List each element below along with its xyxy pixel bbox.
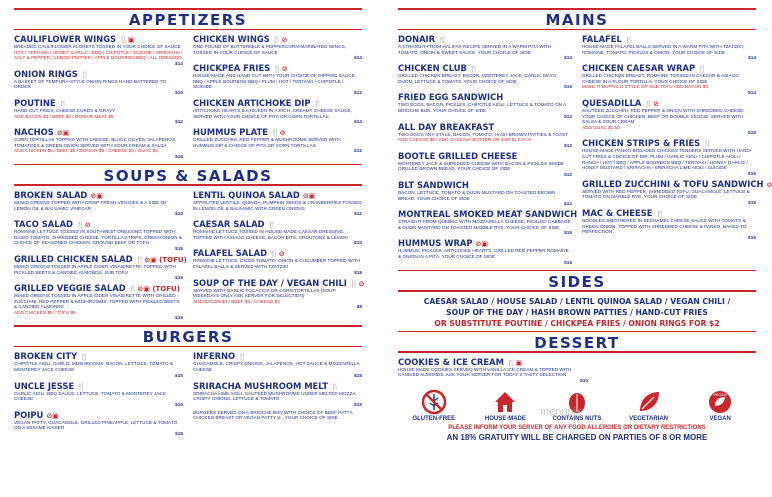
menu-item <box>193 381 362 407</box>
menu-item <box>193 248 362 274</box>
menu-item <box>398 238 572 264</box>
menu-item <box>582 208 756 240</box>
item-name <box>14 190 183 200</box>
diet-tag-icons: 🍴⊘ <box>270 250 285 259</box>
item-price: $15 <box>564 230 572 236</box>
house-icon <box>492 389 518 415</box>
menu-item <box>398 357 588 383</box>
diet-tag-icons: 🍴 <box>58 99 68 108</box>
item-price: $15 <box>354 372 362 378</box>
item-name <box>14 381 183 391</box>
item-name-text: CHICKEN CAESAR WRAP <box>582 63 696 74</box>
item-name-text: ALL DAY BREAKFAST <box>398 121 495 132</box>
legend-label: CONTAINS NUTS <box>552 415 602 422</box>
item-description: GRILLED ZUCCHINI, RED PEPPER & MUSHROOMS SERVED WITH HUMMUS DIP & CHOICE OF PITA OR CORN TORTILLAS <box>193 137 341 148</box>
item-description: MIXED GREENS TOPPED WITH CRISP FRESH VEGGIES & A SIDE OF LEMON OIL & BALSAMIC VINEGAR <box>14 199 168 211</box>
burgers-grid <box>14 351 362 439</box>
menu-item <box>398 92 572 118</box>
item-name <box>193 98 362 108</box>
legend-label: VEGAN <box>709 415 731 422</box>
item-name-text: QUESADILLA <box>582 97 642 108</box>
item-description: A BASKET OF TEMPURA-STYLE ONION RINGS HAND-BATTERED TO ORDER <box>14 78 167 90</box>
item-description: MIXED GREENS TOSSED IN APPLE CIDER VINAIGRETTE WITH GRILLED ZUCCHINI, RED PEPPER & MUSHROOMS, TOPPED WITH PICKLED BEETS & CANDIED ALMONDS <box>14 293 180 310</box>
item-price: $14 <box>175 60 183 66</box>
item-description: BURGERS SERVED ON A BRIOCHE BUN WITH CHOICE OF BEEF PATTY, CHICKEN BREAST OR VEGAN PATTY ⊘ , YOUR CHOICE OF SIDE. <box>193 409 354 421</box>
menu-item <box>193 410 362 421</box>
item-description: HOUSE-MADE AND HAND-CUT WITH YOUR CHOICE OF DIPPING SAUCE: BBQ / APPLE BOURBON BBQ / PLUM / HOT / TERIYAKI / CHIPOTLE / SUICIDE <box>193 73 357 90</box>
sides-header <box>398 270 756 292</box>
mains-col-1 <box>398 34 578 268</box>
item-price: $15 <box>354 401 362 407</box>
burgers-header <box>14 325 362 347</box>
menu-item <box>14 98 183 124</box>
item-description: BACON, LETTUCE, TOMATO & DIJON MUSTARD ON TOASTED BROWN BREAD. YOUR CHOICE OF SIDE <box>398 189 556 201</box>
item-name-text: BOOTLE GRILLED CHEESE <box>398 150 518 161</box>
item-price: $12 <box>564 113 572 119</box>
item-name-text: CAULIFLOWER WINGS <box>14 34 117 44</box>
menu-item <box>14 253 187 281</box>
menu-item <box>398 63 572 89</box>
item-name <box>193 351 362 361</box>
item-description: SERVED WITH RED PEPPER, SHREDDED TOFU, GUACAMOLE, LETTUCE & TOMATO ON MARBLE RYE. YOUR CHOICE OF SIDE <box>582 188 750 200</box>
menu-item <box>193 190 362 216</box>
item-description: BREADED CAULIFLOWER FLORETS TOSSED IN YOUR CHOICE OF SAUCE <box>14 44 181 49</box>
item-price: $12 <box>564 142 572 148</box>
item-description: SAUTEED ZUCCHINI, RED PEPPER & ONION WITH SHREDDED CHEESE. YOUR CHOICE OF CHICKEN, BEEF OR DOUBLE VEGGIE, SERVED WITH SALSA & SOUR CREAM <box>582 107 745 125</box>
left-column <box>14 6 365 439</box>
item-price: $10 <box>354 240 362 246</box>
menu-item <box>398 34 572 60</box>
item-name-text: FRIED EGG SANDWICH <box>398 92 504 103</box>
item-price: $14 <box>354 119 362 125</box>
sides-line: SOUP OF THE DAY / HASH BROWN PATTIES / HAND-CUT FRIES <box>446 307 708 317</box>
diet-tag-icons: 🍴⊘ <box>270 129 286 138</box>
appetizers-col-1 <box>14 34 183 162</box>
item-name <box>398 357 588 367</box>
item-description: ROMAINE LETTUCE, DICED TOMATO, ONION & CUCUMBER TOPPED WITH FALAFEL BALLS & SERVED WITH TZATZIKI <box>193 258 360 269</box>
legend-item <box>690 389 750 422</box>
burgers-col-1 <box>14 351 183 439</box>
diet-tag-icons: 🍴 <box>77 382 86 391</box>
sides-title: SIDES <box>548 272 606 291</box>
diet-tag-icons: 🍴⊘▣ (TOFU) <box>135 255 187 264</box>
diet-tag-icons: ⊘▣ <box>90 191 103 200</box>
item-name <box>398 151 572 161</box>
item-price: $15 <box>175 275 183 281</box>
menu-item <box>193 127 362 153</box>
soups-col-1 <box>14 189 187 324</box>
diet-tag-icons: 🍴▣ <box>506 358 523 367</box>
diet-tag-icons: 🍴 <box>703 140 712 149</box>
soups-col-2 <box>193 189 365 324</box>
menu-item <box>193 98 362 124</box>
right-column <box>398 6 772 442</box>
item-addons: HOT / TERIYAKI / HONEY GARLIC / BBQ / CHIPOTLE / SUICIDE / SRIRACHA / SALT & PEPPER / LEMON PEPPER / APPLE BOURBON BBQ / ALL DRESSED <box>14 49 183 61</box>
item-name-text: CAESAR SALAD <box>193 219 265 230</box>
item-name <box>582 138 756 148</box>
item-addons: ADD CAESAR $6 / ADD CASSAVA BUTTER OR JAM $1 EACH <box>398 137 531 143</box>
menu-item <box>398 151 572 177</box>
soups-title: SOUPS & SALADS <box>103 166 273 185</box>
item-price: $15 <box>175 431 183 437</box>
item-description: ONE POUND OF BUTTERMILK & PEPPERCORN-MARINATED WINGS, TOSSED IN YOUR CHOICE OF SAUCE <box>193 44 347 55</box>
item-name <box>582 178 772 189</box>
mains-col-2 <box>582 34 772 268</box>
item-name-text: BLT SANDWICH <box>398 179 469 190</box>
item-price: $15 <box>175 372 183 378</box>
mains-header <box>398 8 756 30</box>
item-description: SPROUTED LENTILS, QUINOA, PUMPKIN SEEDS & CRANBERRIES TOSSED IN LEMON OIL & BALSAMIC WITH GREEN ONIONS <box>193 199 362 211</box>
item-name <box>582 208 756 218</box>
item-price: $15 <box>748 199 756 205</box>
item-name <box>398 63 572 73</box>
burgers-title: BURGERS <box>142 328 234 347</box>
item-price: $16 <box>175 153 183 159</box>
menu-item <box>398 180 572 206</box>
item-price: $15 <box>564 84 572 90</box>
menu-item <box>14 69 183 95</box>
appetizers-header <box>14 8 362 30</box>
item-price: $15 <box>748 170 756 176</box>
item-name-text: CHICKEN ARTICHOKE DIP <box>193 97 311 108</box>
item-addons: ADD CHICKEN $5 / TOFU $5 <box>14 309 76 315</box>
item-name-text: INFERNO <box>193 351 236 362</box>
item-name-text: BROKEN CITY <box>14 351 78 362</box>
legend-item <box>619 389 679 422</box>
item-price: $15 <box>564 259 572 265</box>
vegan-icon <box>707 389 733 415</box>
item-price: $14 <box>354 55 362 61</box>
diet-tag-icons: 🍴 <box>438 36 447 44</box>
menu-item <box>14 351 183 377</box>
item-name <box>14 410 183 420</box>
item-description: VEGAN PATTY, GUACAMOLE, GRILLED PINEAPPLE, LETTUCE & TOMATO ON A SESAME KAISER <box>14 419 178 431</box>
item-name <box>582 98 756 108</box>
item-price: $10 <box>175 211 183 217</box>
appetizers-grid <box>14 34 362 162</box>
item-price: $15 <box>748 234 756 240</box>
diet-tag-icons: ⊘ <box>766 180 772 189</box>
item-price: $15 <box>354 269 362 275</box>
item-price: $14 <box>748 89 756 95</box>
legend-label: VEGETARIAN <box>629 415 669 422</box>
item-description: HUMMUS, PICKLES, ARTICHOKE HEARTS, GRILLED RED PEPPER ROMAINE & ONION IN A PITA. YOUR CHOICE OF SIDE <box>398 248 569 259</box>
item-price: $12 <box>354 211 362 217</box>
item-name-text: HUMMUS WRAP <box>398 238 473 249</box>
menu-item <box>14 34 183 66</box>
item-description: STRAIGHT FROM QUEBEC WITH MOZZARELLA CHEESE, PICKLED CABBAGE & DIJON MUSTARD ON TOASTED MARBLE RYE. YOUR CHOICE OF SIDE <box>398 219 571 230</box>
item-price: $8 <box>356 304 362 310</box>
item-description: HOUSE MADE COOKIES SERVED WITH VANILLA ICE CREAM & TOPPED WITH CANDIED ALMONDS. ASK YOUR SERVER FOR TODAY'S TASTY SELECTION <box>398 366 572 378</box>
svg-text:VEGAN: VEGAN <box>713 391 728 397</box>
item-price: $12 <box>564 171 572 177</box>
menu-item <box>14 381 183 407</box>
item-name <box>193 248 362 258</box>
item-name <box>398 209 578 220</box>
item-description: CHIPOTLE AIOLI, GARLIC MUSHROOMS, BACON, LETTUCE, TOMATO & MONTEREY JACK CHEESE <box>14 361 174 373</box>
diet-tag-icons: 🍴⊘ <box>349 279 365 288</box>
item-name-text: GRILLED ZUCCHINI & TOFU SANDWICH <box>582 178 764 189</box>
item-name-text: POIPU <box>14 409 44 420</box>
diet-tag-icons: 🍴 <box>655 209 665 218</box>
item-name <box>14 69 183 79</box>
item-name-text: SOUP OF THE DAY / VEGAN CHILI <box>193 277 347 288</box>
item-description: TWO EGGS, BACON, PICKLES, CHIPOTLE AIOLI, LETTUCE & TOMATO ON A BRIOCHE BUN. YOUR CHOICE OF SIDE <box>398 102 566 113</box>
item-description: SERVED WITH GARLIC FOCACCIA OR CORN TORTILLAS (SOUP WEEKDAYS ONLY ASK SERVER FOR SELECTION) <box>193 287 336 299</box>
item-name <box>14 34 183 44</box>
item-name <box>193 277 365 288</box>
diet-tag-icons: ⊘▣ <box>475 240 489 249</box>
dessert-title: DESSERT <box>534 333 620 352</box>
item-description: GARLIC AIOLI, BBQ SAUCE, LETTUCE, TOMATO & MONTEREY JACK CHEESE <box>14 390 166 402</box>
item-name <box>398 180 572 190</box>
item-name-text: NACHOS <box>14 127 54 138</box>
item-description: GRILLED CHICKEN BREAST, BACON, MONTEREY JACK, GARLIC MAYO, DIJON, LETTUCE & TOMATO. YOUR CHOICE OF SIDE <box>398 73 558 84</box>
watermark: menupix <box>540 406 582 418</box>
menu-item <box>398 209 578 236</box>
item-name-text: MONTREAL SMOKED MEAT SANDWICH <box>398 209 578 220</box>
item-price: $10 <box>580 377 588 383</box>
diet-tag-icons: 🍴 <box>624 36 634 44</box>
legend-label: GLUTEN-FREE <box>412 415 456 422</box>
item-description: HOUSE-MADE FALAFEL BALLS SERVED IN A WARM PITA WITH TZATZIKI, ROMAINE, TOMATO, PICKLES & ONION. YOUR CHOICE OF SIDE <box>582 44 745 55</box>
item-name <box>193 381 362 391</box>
item-addons: ADD GUAC $1.50 <box>582 124 620 130</box>
item-name-text: SRIRACHA MUSHROOM MELT <box>193 380 328 391</box>
dessert-header <box>398 331 756 353</box>
item-name-text: CHICKEN STRIPS & FRIES <box>582 138 701 149</box>
item-name-text: BROKEN SALAD <box>14 189 88 200</box>
item-name <box>398 238 572 248</box>
item-description: ROMAINE LETTUCE TOSSED IN SOUTHWEST DRESSING TOPPED WITH DICED TOMATO, SHREDDED CHEESE, TORTILLA STRIPS, GREEN ONION & CHOICE OF SEASONED CHICKEN, GROUND BEEF OR TOFU <box>14 229 182 246</box>
item-name <box>398 92 572 102</box>
item-name <box>14 283 183 293</box>
item-name-text: FALAFEL SALAD <box>193 248 268 259</box>
item-price: $12 <box>175 119 183 125</box>
item-name <box>193 34 362 44</box>
diet-tag-icons: 🍴 <box>80 70 90 79</box>
item-description: A STRAIGHT-FROM-HALIFAX RECIPE SERVED IN A WARM PITA WITH TOMATO, ONION & SWEET SAUCE. YOUR CHOICE OF SIDE <box>398 44 552 55</box>
appetizers-title: APPETIZERS <box>128 11 248 29</box>
menu-item <box>193 34 362 60</box>
leaf-icon <box>636 389 662 415</box>
menu-item <box>398 122 572 148</box>
item-name-text: GRILLED CHICKEN SALAD <box>14 253 133 264</box>
diet-tag-icons: 🍴 <box>80 353 89 362</box>
item-description: CORN TORTILLAS TOPPED WITH CHEESE, BLACK OLIVES, JALAPENOS, TOMATOES & GREEN ONION SERVED WITH SOUR CREAM & SALSA <box>14 137 177 148</box>
item-description: HAND-CUT FRIES, CHEESE CURDS & GRAVY <box>14 107 116 113</box>
item-name <box>398 34 572 44</box>
diet-tag-icons: 🍴 <box>238 353 247 362</box>
menu-item <box>582 98 756 135</box>
item-name <box>14 98 183 108</box>
diet-tag-icons: ⊘▣ <box>302 191 316 200</box>
diet-tag-icons: 🍴 <box>698 65 707 74</box>
menu-item <box>193 351 362 377</box>
item-name <box>193 190 362 200</box>
diet-tag-icons: 🍴 <box>313 99 323 108</box>
item-description: HOUSE-MADE PANKO-BREADED CHICKEN TENDERS SERVED WITH HAND-CUT FRIES & CHOICE OF DIP: PLUM / GARLIC AIOLI / CHIPOTLE AIOLI / RANCH / HOT / BBQ / APPLE BOURBON BBQ / TERIYAKI / HONEY GARLIC / HONEY MUSTARD / SRIRACHA / SRIRACHA LIME AIOLI / SUICIDE <box>582 148 752 171</box>
menu-item <box>14 283 183 320</box>
item-name-text: GRILLED VEGGIE SALAD <box>14 283 126 294</box>
item-price: $15 <box>175 245 183 251</box>
item-price: $10 <box>175 89 183 95</box>
item-name <box>14 253 187 264</box>
item-price: $14 <box>748 55 756 61</box>
item-description: MIXED GREENS TOSSED IN APPLE CIDER VINAIGRETTE, TOPPED WITH PICKLED BEETS & CANDIED ALMONDS, SUB TOFU <box>14 263 176 275</box>
item-name <box>193 219 362 229</box>
gratuity-notice: AN 18% GRATUITY WILL BE CHARGED ON PARTIES OF 8 OR MORE <box>446 432 708 442</box>
item-price: $12 <box>564 201 572 207</box>
diet-tag-icons: 🍴⊘ <box>644 99 659 108</box>
menu-item <box>582 34 756 60</box>
item-description: GRILLED CHICKEN BREAST, ROMAINE TOSSED IN CAESAR & ASIAGO CHEESE IN A FLOUR TORTILLA. YOUR CHOICE OF SIDE <box>582 73 739 84</box>
diet-tag-icons: ⊘▣ <box>56 129 70 138</box>
item-name <box>582 34 756 44</box>
diet-tag-icons: ⊘▣ <box>46 411 59 420</box>
menu-item <box>582 63 756 95</box>
item-description: GUACAMOLE, CRISPY ONIONS, JALAPENOS, HOT SAUCE & MOZZARELLA CHEESE <box>193 361 360 373</box>
diet-tag-icons: 🍴 <box>267 221 277 230</box>
diet-tag-icons: 🍴⊘ <box>273 65 288 74</box>
sides-line: CAESAR SALAD / HOUSE SALAD / LENTIL QUINOA SALAD / VEGAN CHILI / <box>423 296 731 306</box>
item-addons: ADD CHICKEN $5 / BEEF $5 / DONAIR $5 / CHEESE $3 / GUAC $3 <box>14 148 158 154</box>
allergy-notice: PLEASE INFORM YOUR SERVER OF ANY FOOD ALLERGIES OR DIETARY RESTRICTIONS <box>448 424 706 431</box>
item-price: $15 <box>748 130 756 136</box>
menu-item <box>582 138 756 175</box>
item-description: SRIRACHA LIME AIOLI, SAUTEED MUSHROOMS UNDER MELTED MOZZA, CRISPY ONIONS, LETTUCE & TOMATO <box>193 390 357 402</box>
legend-label: HOUSE-MADE <box>484 415 526 422</box>
menu-item <box>14 190 183 216</box>
item-name <box>582 63 756 73</box>
item-name <box>398 122 572 132</box>
item-price: $14 <box>564 55 572 61</box>
item-name-text: LENTIL QUINOA SALAD <box>193 189 300 200</box>
menu-item <box>193 63 362 95</box>
menu-item <box>193 277 365 310</box>
sides-line: OR SUBSTITUTE POUTINE / CHICKPEA FRIES / ONION RINGS FOR $2 <box>434 318 720 328</box>
item-name-text: ONION RINGS <box>14 68 78 79</box>
item-price: $15 <box>175 401 183 407</box>
item-name <box>14 127 183 137</box>
mains-grid <box>398 34 772 268</box>
gluten-free-icon <box>421 389 447 415</box>
item-description: ROMAINE LETTUCE TOSSED IN HOUSE-MADE CAESAR DRESSING, TOPPED WITH ASIAGO CHEESE, BACON BITS, CROUTONS & LEMON <box>193 229 348 240</box>
diet-tag-icons: 🍴⊘▣ (TOFU) <box>128 285 180 294</box>
item-name-text: DONAIR <box>398 34 436 44</box>
item-name <box>193 127 362 137</box>
item-name-text: COOKIES & ICE CREAM <box>398 356 504 367</box>
diet-tag-icons: 🍴 <box>469 65 479 74</box>
mains-title: MAINS <box>545 11 609 29</box>
diet-tag-icons: 🍴▣ <box>119 36 135 44</box>
item-price: $12 <box>354 148 362 154</box>
item-description: MONTEREY JACK & SHREDDED CHEESE WITH BACON & PICKLES INSIDE GRILLED BROWN BREAD. YOUR CHOICE OF SIDE <box>398 160 565 172</box>
item-name <box>14 351 183 361</box>
diet-tag-icons: 🍴 <box>330 382 340 391</box>
menu-item <box>14 410 183 436</box>
item-name-text: CHICKEN WINGS <box>193 34 270 44</box>
sides-list <box>398 296 756 329</box>
diet-tag-icons: 🍴⊘ <box>272 36 288 44</box>
item-name <box>14 219 183 229</box>
menu-item <box>14 219 183 251</box>
diet-tag-icons: 🍴⊘ <box>76 221 91 230</box>
item-name-text: CHICKEN CLUB <box>398 63 467 74</box>
soups-grid <box>14 189 365 324</box>
item-addons: ADD BACON $3 / BEEF $3 / DONAIR MEAT $5 <box>14 113 114 119</box>
item-addons: MAKE IT BUFFALO STYLE OR SUB TOFU ADD BACON $3 <box>582 84 709 90</box>
item-price: $12 <box>354 89 362 95</box>
item-name-text: HUMMUS PLATE <box>193 127 268 138</box>
legend-item <box>404 389 464 422</box>
item-description: NOODLES SMOTHERED IN BECHAMEL CHEESE SAUCE WITH TOMATO & GREEN ONION, TOPPED WITH SHREDDED CHEESE & PANKO, BAKED TO PERFECTION <box>582 217 747 235</box>
soups-header <box>14 164 362 186</box>
menu-item <box>582 178 772 205</box>
item-name-text: POUTINE <box>14 97 56 108</box>
dessert-list <box>398 357 588 383</box>
menu-item <box>193 219 362 245</box>
item-description: TWO EGGS ANY STYLE, BACON, TOMATO, HASH BROWN PATTIES & TOAST <box>398 131 569 137</box>
item-name-text: UNCLE JESSE <box>14 380 75 391</box>
appetizers-col-2 <box>193 34 362 162</box>
burgers-col-2 <box>193 351 362 439</box>
item-description: ARTICHOKE HEARTS & CHICKEN IN A RICH, CREAMY CHEESE SAUCE, SERVED WITH YOUR CHOICE OF PITA OR CORN TORTILLAS <box>193 107 352 119</box>
item-addons: ADD BACON $3 / BEEF $3 / CHEESE $3 <box>193 298 280 304</box>
item-name-text: FALAFEL <box>582 34 622 44</box>
item-price: $15 <box>175 315 183 321</box>
item-name-text: TACO SALAD <box>14 219 74 230</box>
item-name <box>193 63 362 73</box>
item-name-text: CHICKPEA FRIES <box>193 63 271 74</box>
legend-item <box>475 389 535 422</box>
item-name-text: MAC & CHEESE <box>582 207 653 218</box>
menu-item <box>14 127 183 159</box>
